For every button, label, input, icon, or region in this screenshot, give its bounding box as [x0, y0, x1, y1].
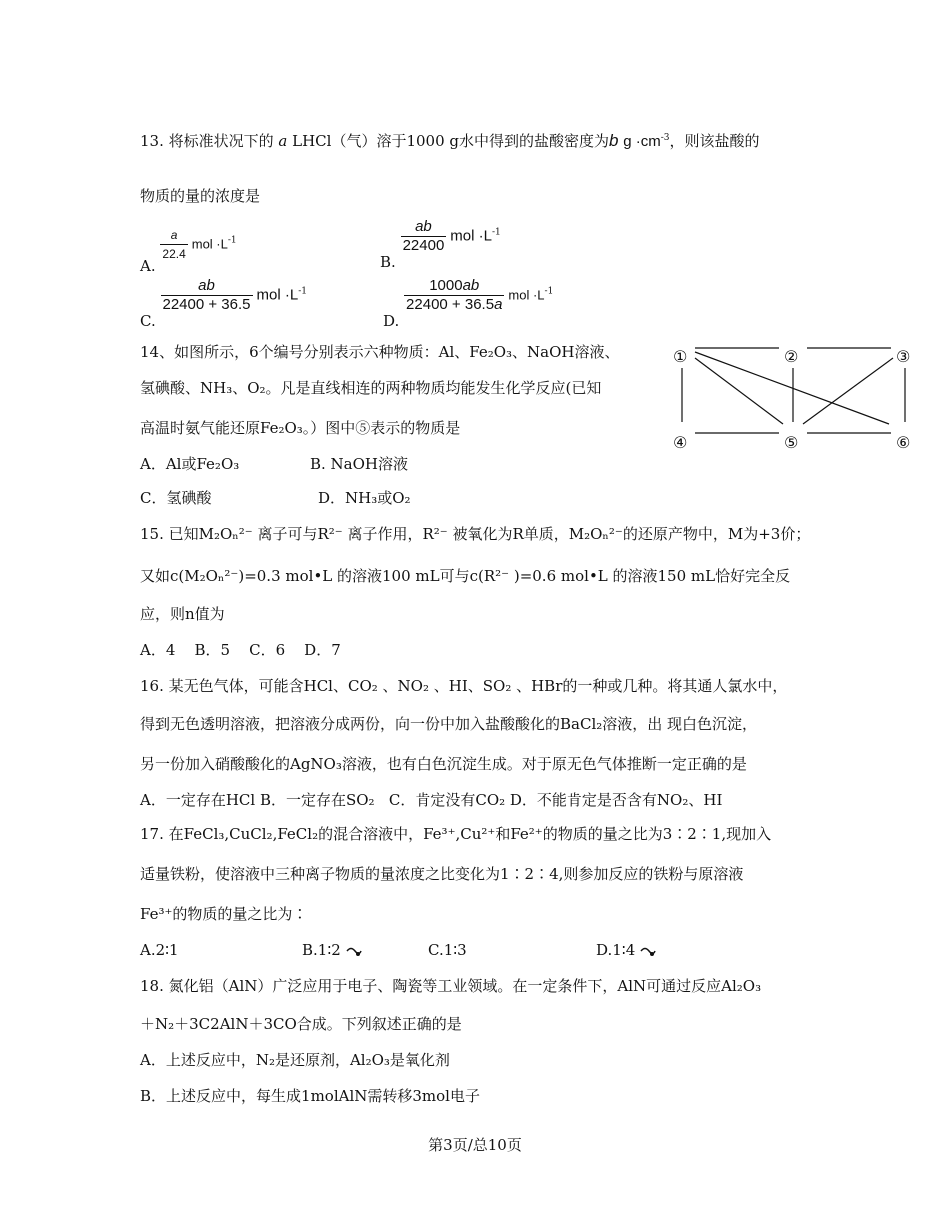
q15-line2: 又如c(M₂Oₙ²⁻)=0.3 mol•L 的溶液100 mL可与c(R²⁻ )=0.6 mol•L 的溶液150 mL恰好完全反: [140, 567, 791, 585]
q13-option-b-unit: mol ·L: [450, 227, 492, 245]
q14-option-d: D．NH₃或O₂: [318, 489, 411, 507]
q14-line3: 高温时氨气能还原Fe₂O₃。）图中⑤表示的物质是: [140, 419, 461, 437]
q17-option-a: A.2∶1: [140, 941, 179, 959]
q13-option-a-den: 22.4: [162, 247, 186, 261]
q13-option-a-unit: mol ·L: [191, 236, 228, 252]
node-6: ⑥: [896, 433, 911, 452]
q15-options: A．4 B．5 C．6 D．7: [140, 641, 341, 659]
q17-option-d: [596, 940, 656, 960]
page-footer: 第3页/总10页: [428, 1136, 522, 1154]
q13-option-b: [380, 218, 501, 271]
q17-option-b-text: B.1∶2: [302, 941, 341, 959]
q13-option-b-num: ab: [401, 218, 447, 237]
q13-option-b-exp: -1: [491, 227, 501, 238]
q17-option-b: [302, 940, 362, 960]
q13-option-c-exp: -1: [298, 286, 307, 297]
node-5: ⑤: [784, 433, 799, 452]
q13-option-c-fraction: [161, 277, 253, 314]
q13-text-b: LHCl（气）溶于1000 g水中得到的盐酸密度为: [292, 132, 610, 150]
q14-line2: 氢碘酸、NH₃、O₂。凡是直线相连的两种物质均能发生化学反应(已知: [140, 379, 602, 397]
q16-line2: 得到无色透明溶液，把溶液分成两份，向一份中加入盐酸酸化的BaCl₂溶液，出 现白色沉淀，: [140, 715, 758, 733]
q13-option-a-exp: -1: [227, 235, 237, 246]
q13-var-b: b: [609, 131, 619, 150]
q13-option-d-fraction: [404, 277, 504, 314]
q15-line1: 15. 已知M₂Oₙ²⁻ 离子可与R²⁻ 离子作用，R²⁻ 被氧化为R单质，M₂Oₙ²⁻的还原产物中，M为+3价；: [140, 525, 811, 543]
q13-var-a: a: [278, 132, 288, 150]
edge-3-5: [803, 358, 893, 424]
q13-option-b-den: 22400: [402, 237, 445, 254]
node-1: ①: [673, 347, 688, 366]
q14-option-c: C．氢碘酸: [140, 489, 212, 507]
q13-density-exp: -3: [660, 133, 670, 143]
q14-line1: 14、如图所示，6个编号分别表示六种物质：Al、Fe₂O₃、NaOH溶液、: [140, 343, 620, 361]
q13-option-d-num-var: ab: [462, 277, 480, 294]
q17-line2: 适量铁粉，使溶液中三种离子物质的量浓度之比变化为1∶2∶4,则参加反应的铁粉与原溶液: [140, 865, 744, 883]
q18-option-b: B．上述反应中，每生成1molAlN需转移3mol电子: [140, 1087, 480, 1105]
q13-line2: [140, 186, 260, 206]
node-2: ②: [784, 347, 799, 366]
q13-option-d-den-const: 22400 + 36.5: [406, 296, 495, 313]
q14-option-b: B. NaOH溶液: [310, 455, 409, 473]
q13-line1: [140, 128, 760, 152]
q14-option-a: A．Al或Fe₂O₃: [140, 455, 240, 473]
q18-line2: ＋N₂＋3C2AlN＋3CO合成。下列叙述正确的是: [140, 1015, 462, 1033]
q14-diagram: [665, 338, 925, 458]
q13-option-d-num-coef: 1000: [429, 277, 463, 294]
q13-text-c: ，则该盐酸的: [669, 132, 760, 150]
q13-option-b-label: B.: [380, 252, 396, 271]
q13-option-c: [140, 277, 307, 330]
q13-text-a: 13. 将标准状况下的: [140, 132, 274, 150]
q13-option-d-label: D.: [383, 311, 400, 330]
q18-option-a: A．上述反应中，N₂是还原剂，Al₂O₃是氧化剂: [140, 1051, 450, 1069]
q13-option-c-den: 22400 + 36.5: [162, 296, 251, 313]
q16-line3: 另一份加入硝酸酸化的AgNO₃溶液，也有白色沉淀生成。对于原无色气体推断一定正确的是: [140, 755, 747, 773]
q13-option-d-exp: -1: [544, 286, 554, 297]
mark-glyph-icon: [346, 945, 362, 957]
q13-option-a-fraction: [160, 226, 187, 263]
q13-option-c-label: C.: [140, 311, 156, 330]
node-4: ④: [673, 433, 688, 452]
q13-option-c-unit: mol ·L: [256, 286, 299, 304]
q13-option-d-den: [404, 296, 504, 314]
q16-line1: 16. 某无色气体，可能含HCl、CO₂ 、NO₂ 、HI、SO₂ 、HBr的一种或几种。将其通人氯水中，: [140, 677, 788, 695]
q15-line3: 应，则n值为: [140, 605, 225, 623]
q18-line1: 18. 氮化铝（AlN）广泛应用于电子、陶瓷等工业领域。在一定条件下，AlN可通过反应Al₂O₃: [140, 977, 762, 995]
q13-option-a: [140, 226, 237, 275]
q13-option-c-num: ab: [161, 277, 253, 296]
node-3: ③: [896, 347, 911, 366]
q13-density-unit: g ·cm: [623, 133, 661, 150]
q13-option-b-fraction: [401, 218, 447, 255]
q13-option-d-num: [404, 277, 504, 296]
q13-option-d-den-var: a: [494, 296, 503, 313]
q17-line3: Fe³⁺的物质的量之比为∶: [140, 905, 308, 923]
q17-option-c: C.1∶3: [428, 941, 467, 959]
q13-option-a-label: A.: [140, 256, 156, 275]
q13-option-d: [383, 277, 554, 330]
q13-option-d-unit: mol ·L: [508, 287, 545, 303]
q17-option-d-text: D.1∶4: [596, 941, 636, 959]
q17-line1: 17. 在FeCl₃,CuCl₂,FeCl₂的混合溶液中，Fe³⁺,Cu²⁺和Fe²⁺的物质的量之比为3∶2∶1,现加入: [140, 825, 772, 843]
q16-options: A．一定存在HCl B．一定存在SO₂ C．肯定没有CO₂ D．不能肯定是否含有NO₂、HI: [140, 791, 723, 809]
mark-glyph-icon: [640, 945, 656, 957]
q13-option-a-num: a: [160, 226, 187, 245]
q13-stem-end: 物质的量的浓度是: [140, 187, 261, 205]
